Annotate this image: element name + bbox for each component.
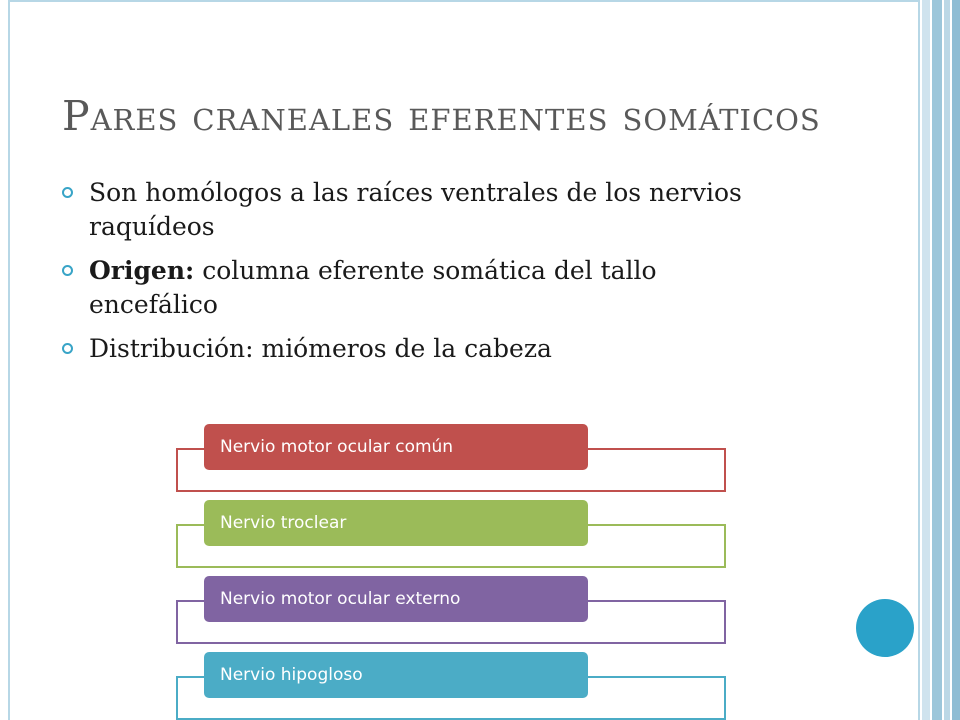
bullet-item [62, 254, 782, 322]
stripe [952, 0, 960, 720]
diagram-pill: Nervio motor ocular externo [204, 576, 588, 622]
frame-left-line [8, 0, 10, 720]
decorative-stripes [922, 0, 960, 720]
bullet-bold-text: Origen: [89, 256, 195, 285]
frame-top-line [8, 0, 920, 2]
decorative-circle [856, 599, 914, 657]
slide-title: Pares craneales eferentes somáticos [62, 92, 821, 140]
diagram-item-motor-ocular-externo [170, 576, 740, 652]
diagram-item-motor-ocular-comun [170, 424, 740, 500]
diagram-pill: Nervio motor ocular común [204, 424, 588, 470]
bullet-item [62, 332, 782, 366]
nerve-list-diagram [170, 420, 740, 720]
diagram-pill: Nervio troclear [204, 500, 588, 546]
bullet-circle-icon [62, 187, 73, 198]
bullet-text: Son homólogos a las raíces ventrales de los nervios raquídeos [89, 178, 742, 241]
bullet-circle-icon [62, 265, 73, 276]
stripe [922, 0, 930, 720]
stripe [932, 0, 942, 720]
bullet-item [62, 176, 782, 244]
bullet-list [62, 176, 782, 376]
diagram-pill: Nervio hipogloso [204, 652, 588, 698]
diagram-item-troclear [170, 500, 740, 576]
bullet-circle-icon [62, 343, 73, 354]
bullet-text: columna eferente somática del tallo encefálico [89, 256, 657, 319]
stripe [944, 0, 950, 720]
diagram-item-hipogloso [170, 652, 740, 720]
frame-right-line [918, 0, 920, 720]
bullet-text: Distribución: miómeros de la cabeza [89, 334, 552, 363]
